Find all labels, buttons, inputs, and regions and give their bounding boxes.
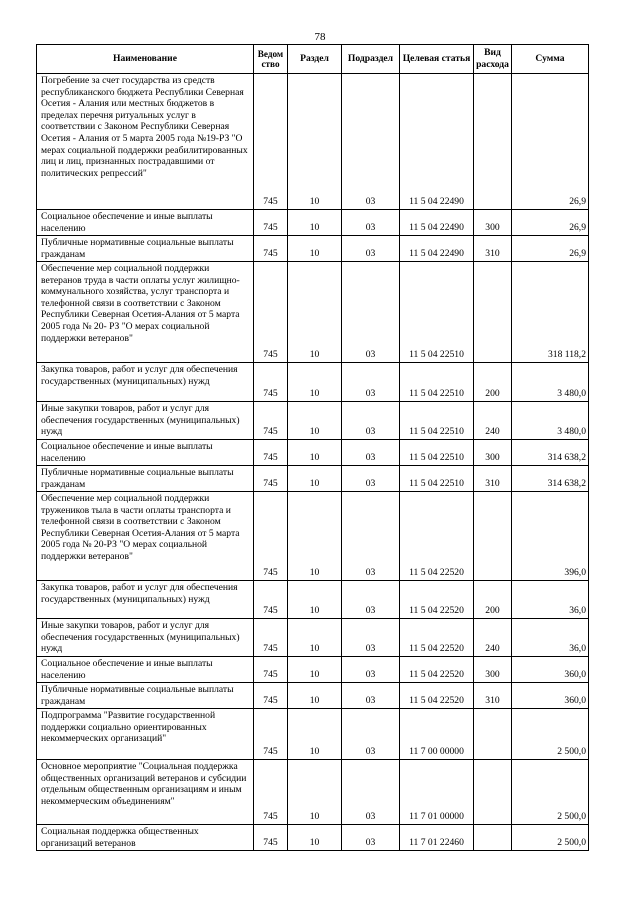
cell-celevaya: 11 7 01 22460 — [400, 825, 474, 851]
cell-celevaya: 11 7 01 00000 — [400, 760, 474, 825]
cell-vid — [474, 74, 512, 210]
cell-razdel: 10 — [288, 440, 342, 466]
cell-podrazdel: 03 — [342, 210, 400, 236]
cell-celevaya: 11 5 04 22520 — [400, 619, 474, 657]
cell-celevaya: 11 5 04 22490 — [400, 236, 474, 262]
cell-name: Публичные нормативные социальные выплаты гражданам — [37, 236, 254, 262]
cell-summa: 360,0 — [512, 657, 589, 683]
cell-summa: 3 480,0 — [512, 402, 589, 440]
cell-ved: 745 — [254, 683, 288, 709]
cell-celevaya: 11 5 04 22490 — [400, 210, 474, 236]
cell-celevaya: 11 5 04 22490 — [400, 74, 474, 210]
cell-razdel: 10 — [288, 619, 342, 657]
cell-name: Социальное обеспечение и иные выплаты населению — [37, 440, 254, 466]
cell-summa: 2 500,0 — [512, 760, 589, 825]
cell-razdel: 10 — [288, 74, 342, 210]
cell-razdel: 10 — [288, 657, 342, 683]
cell-podrazdel: 03 — [342, 74, 400, 210]
cell-name: Обеспечение мер социальной поддержки тружеников тыла в части оплаты транспорта и телефонной связи в соответствии с Законом Республики Северная Осетия-Алания от 5 марта 2005 года № 20-РЗ "О мерах социальной поддержки ветеранов" — [37, 492, 254, 581]
cell-razdel: 10 — [288, 210, 342, 236]
cell-ved: 745 — [254, 262, 288, 363]
cell-podrazdel: 03 — [342, 466, 400, 492]
table-row — [37, 657, 589, 683]
table-row — [37, 709, 589, 760]
table-header-row — [37, 45, 589, 74]
cell-podrazdel: 03 — [342, 760, 400, 825]
cell-ved: 745 — [254, 74, 288, 210]
cell-ved: 745 — [254, 709, 288, 760]
cell-ved: 745 — [254, 657, 288, 683]
cell-vid — [474, 262, 512, 363]
cell-ved: 745 — [254, 492, 288, 581]
header-name: Наименование — [37, 45, 254, 74]
header-ved-text: Ведомство — [257, 48, 284, 69]
table-row — [37, 363, 589, 402]
cell-vid: 240 — [474, 619, 512, 657]
cell-name: Иные закупки товаров, работ и услуг для обеспечения государственных (муниципальных) нужд — [37, 619, 254, 657]
cell-razdel: 10 — [288, 402, 342, 440]
cell-vid: 310 — [474, 683, 512, 709]
cell-celevaya: 11 7 00 00000 — [400, 709, 474, 760]
budget-table — [36, 44, 589, 851]
cell-vid: 300 — [474, 210, 512, 236]
cell-name: Социальная поддержка общественных организаций ветеранов — [37, 825, 254, 851]
cell-vid: 300 — [474, 440, 512, 466]
cell-name: Погребение за счет государства из средств республиканского бюджета Республики Северная Осетия - Алания или местных бюджетов в пределах перечня ритуальных услуг в соответствии с Законом Республики Северная Осетия - Алания от 5 марта 2005 года №19-РЗ "О мерах социальной поддержки реабилитированных лиц и лиц, признанных пострадавшими от политических репрессий" — [37, 74, 254, 210]
cell-summa: 318 118,2 — [512, 262, 589, 363]
cell-name: Публичные нормативные социальные выплаты гражданам — [37, 683, 254, 709]
cell-summa: 2 500,0 — [512, 825, 589, 851]
cell-name: Закупка товаров, работ и услуг для обеспечения государственных (муниципальных) нужд — [37, 363, 254, 402]
cell-razdel: 10 — [288, 236, 342, 262]
cell-ved: 745 — [254, 236, 288, 262]
cell-razdel: 10 — [288, 683, 342, 709]
cell-podrazdel: 03 — [342, 492, 400, 581]
cell-razdel: 10 — [288, 262, 342, 363]
cell-vid: 310 — [474, 236, 512, 262]
cell-summa: 26,9 — [512, 74, 589, 210]
cell-ved: 745 — [254, 466, 288, 492]
cell-celevaya: 11 5 04 22510 — [400, 466, 474, 492]
table-row — [37, 262, 589, 363]
cell-ved: 745 — [254, 210, 288, 236]
cell-name: Основное мероприятие "Социальная поддержка общественных организаций ветеранов и субсидии отдельным общественным организациям и иным некоммерческим объединениям" — [37, 760, 254, 825]
table-row — [37, 825, 589, 851]
cell-celevaya: 11 5 04 22520 — [400, 492, 474, 581]
cell-podrazdel: 03 — [342, 440, 400, 466]
cell-vid — [474, 709, 512, 760]
cell-vid: 310 — [474, 466, 512, 492]
cell-vid: 240 — [474, 402, 512, 440]
cell-summa: 36,0 — [512, 619, 589, 657]
cell-vid — [474, 760, 512, 825]
cell-celevaya: 11 5 04 22510 — [400, 402, 474, 440]
cell-celevaya: 11 5 04 22520 — [400, 683, 474, 709]
cell-podrazdel: 03 — [342, 709, 400, 760]
cell-summa: 360,0 — [512, 683, 589, 709]
header-razdel: Раздел — [288, 45, 342, 74]
cell-summa: 26,9 — [512, 236, 589, 262]
table-row — [37, 236, 589, 262]
table-row — [37, 74, 589, 210]
cell-name: Обеспечение мер социальной поддержки ветеранов труда в части оплаты услуг жилищно-коммунального хозяйства, услуг транспорта и телефонной связи в соответствии с Законом Республики Северная Осетия-Алания от 5 марта 2005 года № 20- РЗ "О мерах социальной поддержки ветеранов" — [37, 262, 254, 363]
table-row — [37, 440, 589, 466]
cell-summa: 314 638,2 — [512, 466, 589, 492]
header-summa: Сумма — [512, 45, 589, 74]
cell-ved: 745 — [254, 619, 288, 657]
cell-ved: 745 — [254, 402, 288, 440]
cell-podrazdel: 03 — [342, 262, 400, 363]
cell-name: Подпрограмма "Развитие государственной поддержки социально ориентированных некоммерческих организаций" — [37, 709, 254, 760]
cell-razdel: 10 — [288, 492, 342, 581]
header-vid: Вид расхода — [474, 45, 512, 74]
cell-razdel: 10 — [288, 825, 342, 851]
table-row — [37, 581, 589, 619]
cell-razdel: 10 — [288, 709, 342, 760]
cell-summa: 3 480,0 — [512, 363, 589, 402]
header-ved — [254, 45, 288, 74]
header-celevaya: Целевая статья — [400, 45, 474, 74]
cell-ved: 745 — [254, 760, 288, 825]
table-row — [37, 210, 589, 236]
cell-ved: 745 — [254, 581, 288, 619]
cell-razdel: 10 — [288, 363, 342, 402]
cell-razdel: 10 — [288, 581, 342, 619]
cell-name: Социальное обеспечение и иные выплаты населению — [37, 657, 254, 683]
cell-vid: 200 — [474, 581, 512, 619]
page-number: 78 — [314, 31, 326, 43]
cell-podrazdel: 03 — [342, 683, 400, 709]
cell-podrazdel: 03 — [342, 825, 400, 851]
cell-summa: 2 500,0 — [512, 709, 589, 760]
cell-name: Иные закупки товаров, работ и услуг для обеспечения государственных (муниципальных) нужд — [37, 402, 254, 440]
cell-podrazdel: 03 — [342, 236, 400, 262]
cell-ved: 745 — [254, 363, 288, 402]
table-row — [37, 402, 589, 440]
cell-podrazdel: 03 — [342, 363, 400, 402]
cell-celevaya: 11 5 04 22510 — [400, 363, 474, 402]
cell-summa: 36,0 — [512, 581, 589, 619]
cell-celevaya: 11 5 04 22520 — [400, 581, 474, 619]
cell-razdel: 10 — [288, 760, 342, 825]
cell-ved: 745 — [254, 440, 288, 466]
cell-podrazdel: 03 — [342, 657, 400, 683]
cell-celevaya: 11 5 04 22510 — [400, 262, 474, 363]
cell-celevaya: 11 5 04 22520 — [400, 657, 474, 683]
cell-podrazdel: 03 — [342, 581, 400, 619]
cell-vid — [474, 492, 512, 581]
cell-razdel: 10 — [288, 466, 342, 492]
cell-summa: 396,0 — [512, 492, 589, 581]
cell-vid — [474, 825, 512, 851]
header-podrazdel: Подраздел — [342, 45, 400, 74]
cell-vid: 200 — [474, 363, 512, 402]
cell-summa: 26,9 — [512, 210, 589, 236]
cell-name: Публичные нормативные социальные выплаты гражданам — [37, 466, 254, 492]
cell-celevaya: 11 5 04 22510 — [400, 440, 474, 466]
cell-podrazdel: 03 — [342, 619, 400, 657]
table-row — [37, 466, 589, 492]
table-row — [37, 760, 589, 825]
table-row — [37, 619, 589, 657]
cell-summa: 314 638,2 — [512, 440, 589, 466]
cell-name: Социальное обеспечение и иные выплаты населению — [37, 210, 254, 236]
cell-name: Закупка товаров, работ и услуг для обеспечения государственных (муниципальных) нужд — [37, 581, 254, 619]
cell-vid: 300 — [474, 657, 512, 683]
table-row — [37, 492, 589, 581]
cell-ved: 745 — [254, 825, 288, 851]
cell-podrazdel: 03 — [342, 402, 400, 440]
table-row — [37, 683, 589, 709]
